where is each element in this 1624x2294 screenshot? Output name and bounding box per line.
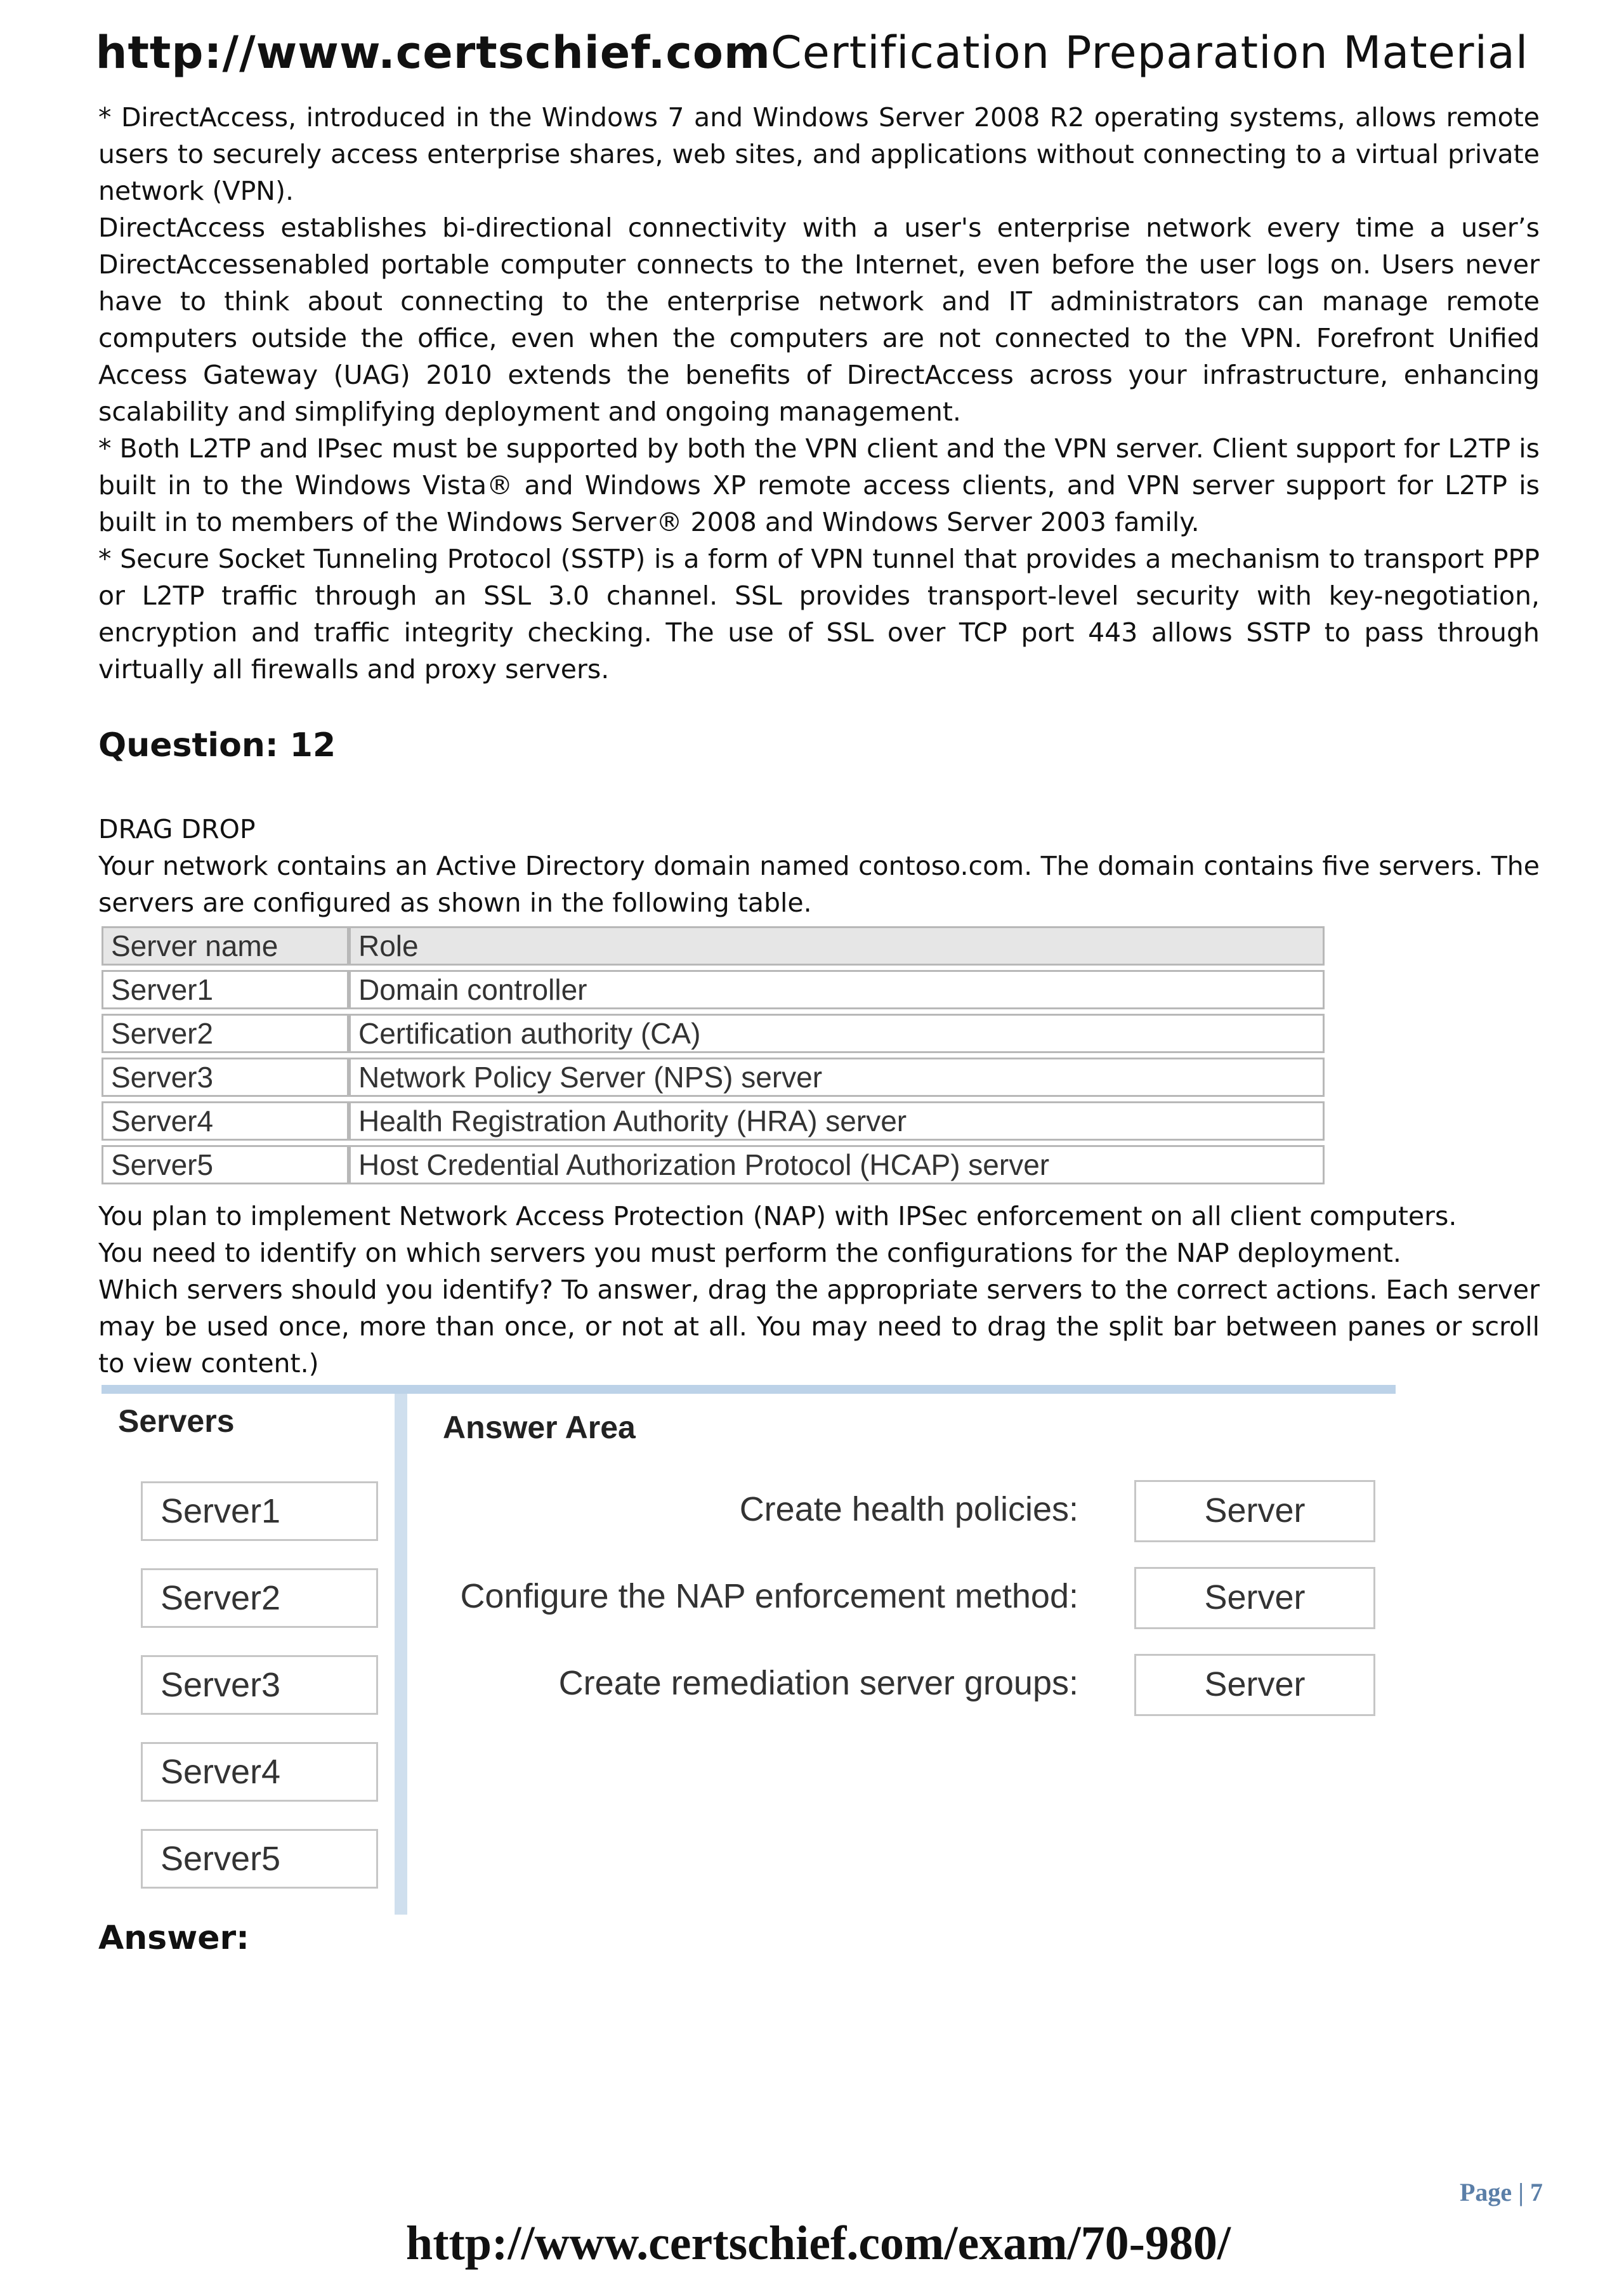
action-label-create-remediation-groups: Create remediation server groups:	[558, 1664, 1078, 1702]
action-label-configure-enforcement: Configure the NAP enforcement method:	[460, 1577, 1078, 1615]
question-intro	[98, 811, 1540, 921]
answer-label: Answer:	[98, 1919, 249, 1957]
page-number: Page | 7	[1460, 2178, 1543, 2206]
table-cell-role: Certification authority (CA)	[349, 1014, 1325, 1053]
explanation-paragraph-directaccess: * DirectAccess, introduced in the Windows 7 and Windows Server 2008 R2 operating systems, allows remote users to securely access enterprise shares, web sites, and applications without connecting to a virtual private network (VPN).	[98, 102, 1540, 206]
draggable-server2[interactable]: Server2	[141, 1568, 378, 1628]
answer-area-title: Answer Area	[443, 1410, 636, 1445]
table-row	[102, 1058, 1325, 1097]
explanation-paragraph-directaccess-details: DirectAccess establishes bi-directional connectivity with a user's enterprise network every time a user’s DirectAccessenabled portable computer connects to the Internet, even before the user logs on. Users never have to think about connecting to the enterprise network and IT administrators can manage remote computers outside the office, even when the computers are not connected to the VPN. Forefront Unified Access Gateway (UAG) 2010 extends the benefits of DirectAccess across your infrastructure, enhancing scalability and simplifying deployment and ongoing management.	[98, 213, 1540, 427]
table-cell-server: Server5	[102, 1145, 349, 1184]
pane-split-bar[interactable]	[395, 1394, 407, 1915]
question-instructions	[98, 1198, 1540, 1382]
draggable-server3[interactable]: Server3	[141, 1655, 378, 1715]
drop-target-create-remediation-groups[interactable]: Server	[1134, 1654, 1375, 1716]
table-row	[102, 970, 1325, 1009]
header-url[interactable]: http://www.certschief.com	[95, 27, 771, 79]
header-title: Certification Preparation Material	[770, 27, 1529, 79]
table-row	[102, 1014, 1325, 1053]
question-prompt-text: Which servers should you identify? To answer, drag the appropriate servers to the correct actions. Each server may be used once, more than once, or not at all. You may need to drag the split bar between panes or scroll to view content.)	[98, 1275, 1540, 1379]
draggable-server5[interactable]: Server5	[141, 1829, 378, 1889]
draggable-server4[interactable]: Server4	[141, 1742, 378, 1802]
exhibit-top-bar	[102, 1385, 1396, 1394]
table-cell-server: Server3	[102, 1058, 349, 1097]
servers-pane-title: Servers	[118, 1403, 235, 1439]
explanation-paragraph-sstp: * Secure Socket Tunneling Protocol (SSTP) is a form of VPN tunnel that provides a mechanism to transport PPP or L2TP traffic through an SSL 3.0 channel. SSL provides transport-level security with key-negotiation, encryption and traffic integrity checking. The use of SSL over TCP port 443 allows SSTP to pass through virtually all firewalls and proxy servers.	[98, 544, 1540, 685]
question-intro-text: Your network contains an Active Directory domain named contoso.com. The domain contains five servers. The servers are configured as shown in the following table.	[98, 851, 1540, 918]
page-header	[0, 24, 1624, 81]
explanation-paragraph-l2tp: * Both L2TP and IPsec must be supported by both the VPN client and the VPN server. Client support for L2TP is built in to the Windows Vista® and Windows XP remote access clients, and VPN server support for L2TP is built in to members of the Windows Server® 2008 and Windows Server 2003 family.	[98, 433, 1540, 537]
table-cell-role: Host Credential Authorization Protocol (HCAP) server	[349, 1145, 1325, 1184]
table-cell-server: Server4	[102, 1101, 349, 1141]
drop-target-configure-enforcement[interactable]: Server	[1134, 1567, 1375, 1629]
column-header-role: Role	[349, 926, 1325, 966]
footer-url[interactable]: http://www.certschief.com/exam/70-980/	[405, 2217, 1231, 2270]
action-label-create-health-policies: Create health policies:	[739, 1490, 1078, 1528]
table-cell-role: Network Policy Server (NPS) server	[349, 1058, 1325, 1097]
table-cell-server: Server2	[102, 1014, 349, 1053]
question-plan-text: You plan to implement Network Access Protection (NAP) with IPSec enforcement on all client computers.	[98, 1201, 1457, 1231]
column-header-server-name: Server name	[102, 926, 349, 966]
table-row	[102, 1101, 1325, 1141]
explanation-block	[98, 99, 1540, 688]
draggable-server1[interactable]: Server1	[141, 1481, 378, 1541]
question-need-text: You need to identify on which servers you must perform the configurations for the NAP deployment.	[98, 1238, 1401, 1268]
table-header-row	[102, 926, 1325, 966]
table-cell-server: Server1	[102, 970, 349, 1009]
drop-target-create-health-policies[interactable]: Server	[1134, 1480, 1375, 1542]
table-cell-role: Domain controller	[349, 970, 1325, 1009]
table-row	[102, 1145, 1325, 1184]
server-table	[102, 922, 1325, 1189]
drag-drop-exhibit	[102, 1385, 1396, 1915]
question-type: DRAG DROP	[98, 814, 256, 844]
table-cell-role: Health Registration Authority (HRA) server	[349, 1101, 1325, 1141]
question-title: Question: 12	[98, 726, 336, 764]
